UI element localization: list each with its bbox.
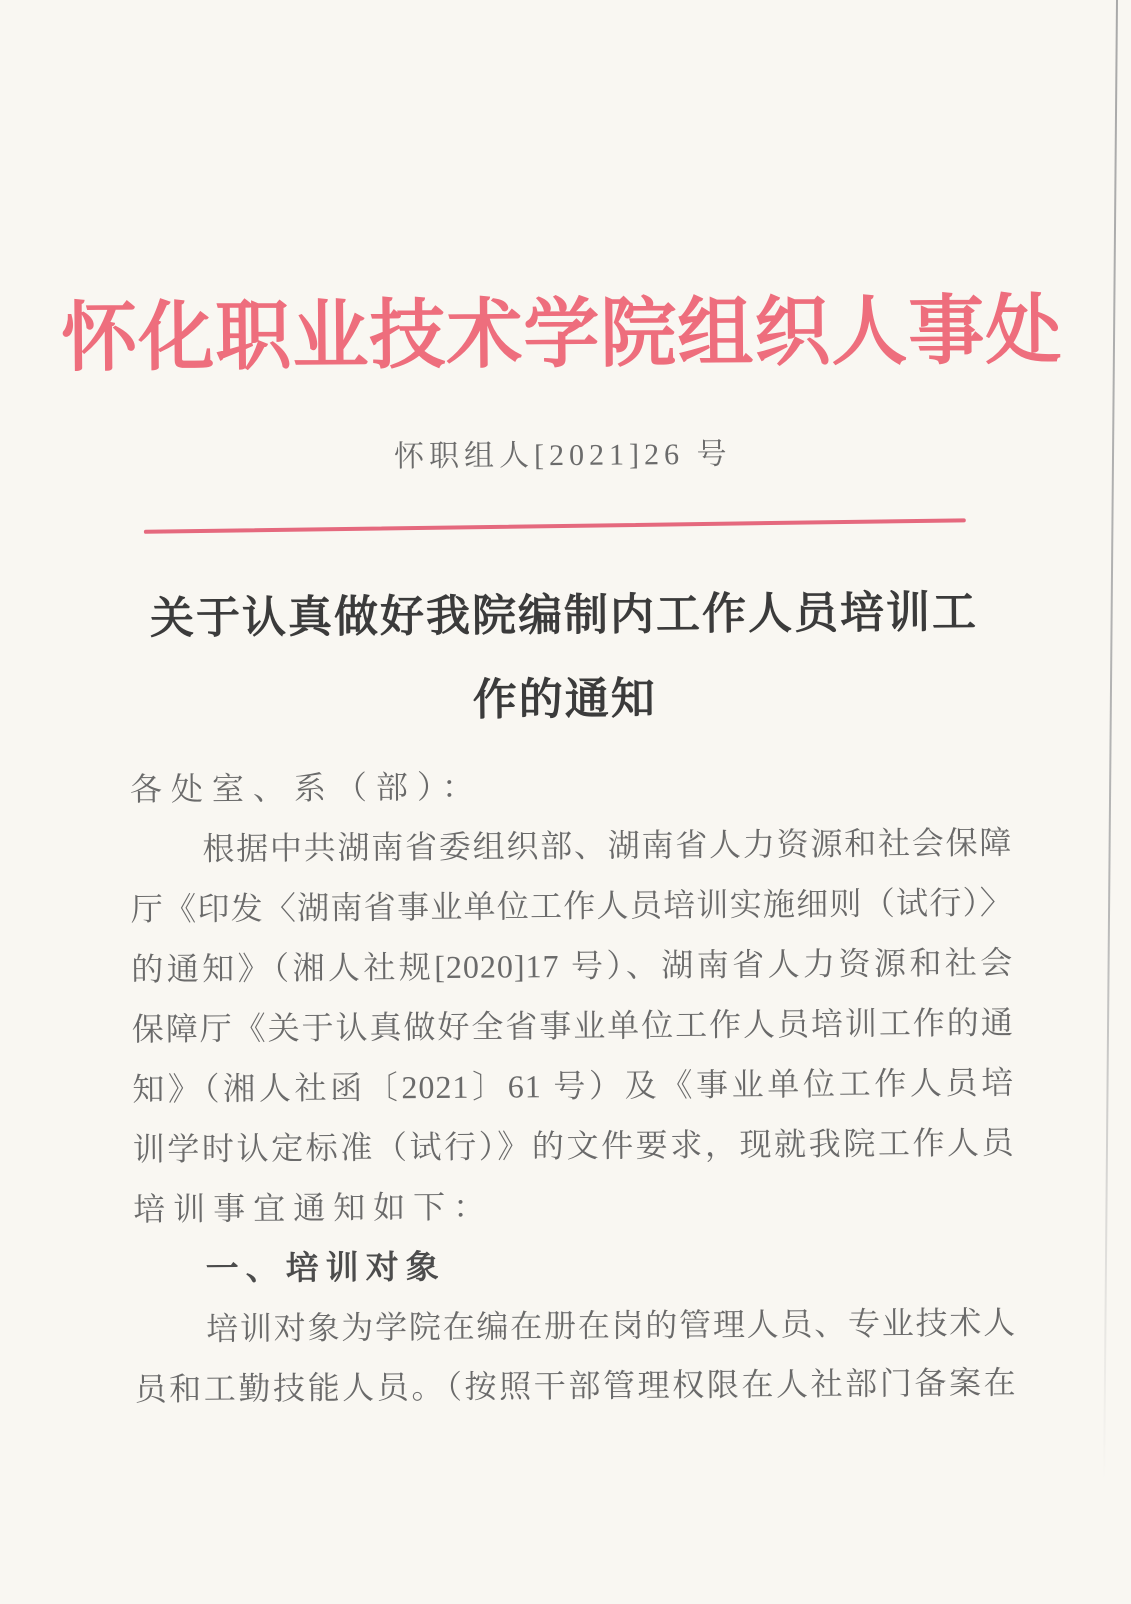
document-title-line-1: 关于认真做好我院编制内工作人员培训工 bbox=[149, 587, 979, 644]
paragraph-1-line-1: 根据中共湖南省委组织部、湖南省人力资源和社会保障 bbox=[202, 824, 1013, 867]
paragraph-1-line-7: 培训事宜通知如下： bbox=[133, 1188, 494, 1228]
salutation: 各处室、系（部）： bbox=[129, 768, 484, 808]
paragraph-1-line-3: 的通知》（湘人社规[2020]17 号）、湖南省人力资源和社会 bbox=[131, 944, 1014, 988]
paragraph-1-line-5: 知》（湘人社函〔2021〕61 号）及《事业单位工作人员培 bbox=[132, 1064, 1015, 1108]
paragraph-1-line-6: 训学时认定标准（试行）》的文件要求，现就我院工作人员 bbox=[132, 1124, 1015, 1168]
paragraph-1-line-2: 厅《印发〈湖南省事业单位工作人员培训实施细则（试行）〉 bbox=[130, 884, 1013, 928]
document-body bbox=[130, 752, 1017, 1419]
letterhead-divider-line bbox=[144, 518, 966, 533]
section-heading-training-targets: 一、培训对象 bbox=[205, 1247, 446, 1287]
paragraph-1-line-4: 保障厅《关于认真做好全省事业单位工作人员培训工作的通 bbox=[131, 1004, 1014, 1048]
document-number: 怀职组人[2021]26 号 bbox=[393, 437, 732, 474]
paragraph-2-line-2: 员和工勤技能人员。（按照干部管理权限在人社部门备案在 bbox=[134, 1364, 1017, 1408]
document-title-line-2: 作的通知 bbox=[472, 674, 657, 725]
letterhead-org-name: 怀化职业技术学院组织人事处 bbox=[61, 289, 1063, 381]
paragraph-2-line-1: 培训对象为学院在编在册在岗的管理人员、专业技术人 bbox=[206, 1304, 1017, 1347]
document-title bbox=[0, 570, 1131, 747]
